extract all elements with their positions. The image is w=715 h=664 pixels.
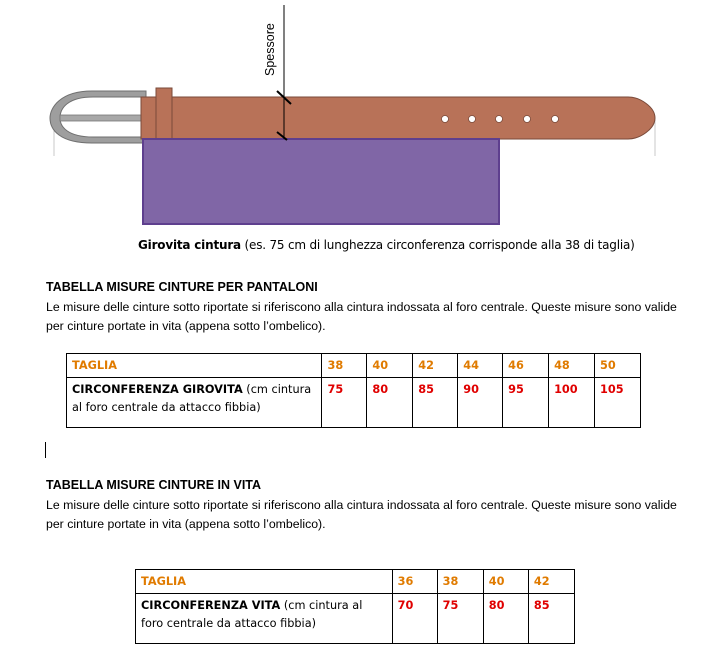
size-cell: 36 [392, 570, 437, 594]
belt-strap [141, 97, 655, 139]
section2-title: TABELLA MISURE CINTURE IN VITA [46, 478, 262, 492]
table-header-row [67, 354, 641, 378]
value-cell: 75 [322, 378, 367, 428]
section1-desc: Le misure delle cinture sotto riportate si riferiscono alla cintura indossata al foro centrale. Queste misure sono valide per cinture portate in vita (appena sotto l’ombelico). [46, 300, 677, 333]
value-cell: 85 [528, 594, 574, 644]
caption-rest: (es. 75 cm di lunghezza circonferenza corrisponde alla 38 di taglia) [240, 238, 635, 252]
row-label-bold: CIRCONFERENZA GIROVITA [72, 383, 243, 396]
belt-diagram [0, 0, 715, 230]
row-label [136, 594, 393, 644]
value-cell: 100 [549, 378, 595, 428]
size-cell: 42 [528, 570, 574, 594]
table-row [67, 378, 641, 428]
value-cell: 105 [595, 378, 641, 428]
row-label-bold: CIRCONFERENZA VITA [141, 599, 281, 612]
caption-bold: Girovita cintura [138, 238, 241, 252]
waist-measure-box [143, 139, 499, 224]
section1-title: TABELLA MISURE CINTURE PER PANTALONI [46, 280, 318, 294]
table-row [136, 594, 575, 644]
belt-loop [156, 88, 172, 143]
value-cell: 80 [367, 378, 413, 428]
size-cell: 46 [503, 354, 549, 378]
size-cell: 42 [413, 354, 458, 378]
belt-hole [524, 116, 531, 123]
thickness-label: Spessore [263, 23, 277, 76]
value-cell: 90 [458, 378, 503, 428]
size-cell: 44 [458, 354, 503, 378]
size-cell: 50 [595, 354, 641, 378]
value-cell: 70 [392, 594, 437, 644]
belt-hole [496, 116, 503, 123]
waist-size-table [135, 569, 575, 644]
value-cell: 75 [437, 594, 483, 644]
table-header-row [136, 570, 575, 594]
trousers-size-table [66, 353, 641, 428]
buckle-prong [60, 115, 150, 121]
size-cell: 38 [437, 570, 483, 594]
diagram-caption [138, 238, 635, 252]
size-cell: 40 [367, 354, 413, 378]
section2-desc: Le misure delle cinture sotto riportate si riferiscono alla cintura indossata al foro centrale. Queste misure sono valide per cinture portate in vita (appena sotto l’ombelico). [46, 498, 677, 531]
value-cell: 85 [413, 378, 458, 428]
belt-hole [552, 116, 559, 123]
belt-hole [469, 116, 476, 123]
value-cell: 80 [483, 594, 528, 644]
size-cell: 48 [549, 354, 595, 378]
value-cell: 95 [503, 378, 549, 428]
header-label: TAGLIA [67, 354, 322, 378]
row-label [67, 378, 322, 428]
size-cell: 38 [322, 354, 367, 378]
belt-hole [442, 116, 449, 123]
row-label-rest: (cm cintura al foro centrale da attacco fibbia) [141, 599, 363, 630]
text-cursor [45, 442, 46, 458]
size-cell: 40 [483, 570, 528, 594]
row-label-rest: (cm cintura al foro centrale da attacco fibbia) [72, 383, 312, 414]
header-label: TAGLIA [136, 570, 393, 594]
